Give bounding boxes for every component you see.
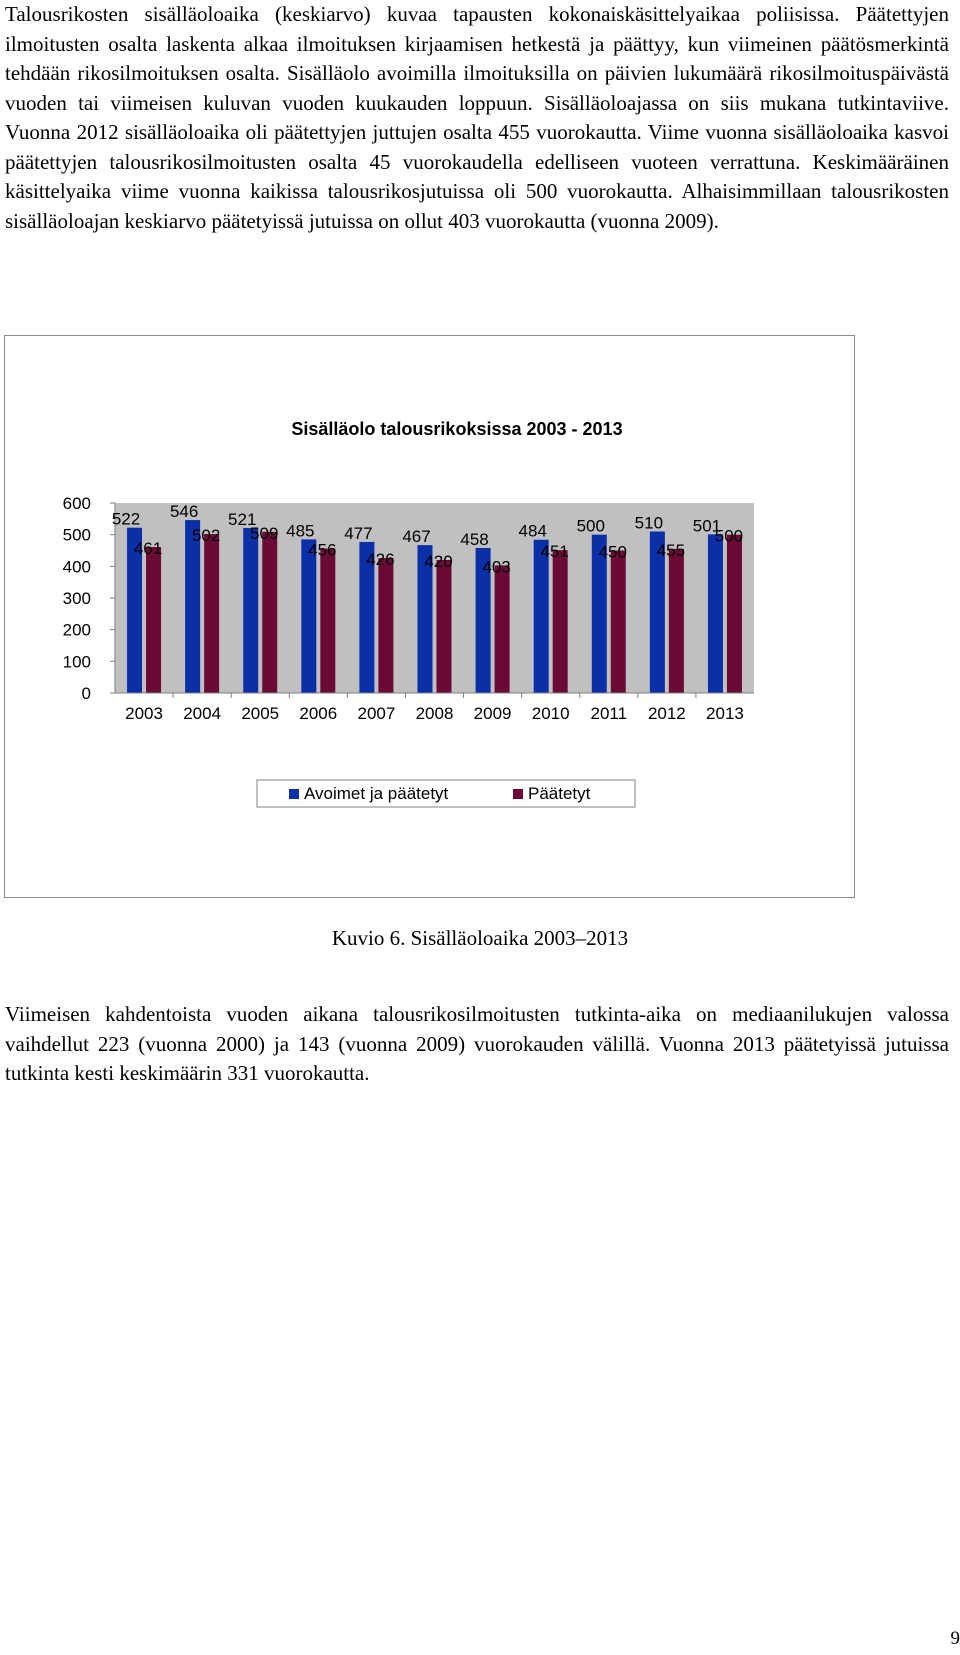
bar-series-2 xyxy=(204,534,219,693)
y-tick-label: 500 xyxy=(62,525,91,545)
chart-legend xyxy=(257,780,635,807)
data-label-series-2: 509 xyxy=(250,523,279,543)
bar-series-1 xyxy=(708,534,723,693)
y-axis xyxy=(63,494,115,703)
bar-series-1 xyxy=(301,539,316,693)
data-label-series-1: 521 xyxy=(228,510,257,530)
chart-title: Sisälläolo talousrikoksissa 2003 - 2013 xyxy=(291,419,623,439)
x-tick-label: 2010 xyxy=(531,704,570,723)
closing-paragraph: Viimeisen kahdentoista vuoden aikana talousrikosilmoitusten tutkinta-aika on mediaanilukujen valossa vaihdellut 223 (vuonna 2000) ja 143 (vuonna 2009) vuorokauden välillä. Vuonna 2013 päätetyissä jutuissa tutkinta kesti keskimäärin 331 vuorokautta. xyxy=(5,1002,949,1085)
data-label-series-2: 461 xyxy=(133,539,163,559)
intro-paragraph: Talousrikosten sisälläoloaika (keskiarvo) kuvaa tapausten kokonaiskäsittelyaikaa poliisissa. Päätettyjen ilmoitusten osalta laskenta alkaa ilmoituksen kirjaamisen hetkestä ja päättyy, kun viimeinen päätösmerkintä tehdään rikosilmoituksen osalta. Sisälläolo avoimilla ilmoituksilla on päivien lukumäärä rikosilmoituspäivästä vuoden tai viimeisen kuluvan vuoden kuukauden loppuun. Sisälläoloajassa on siis mukana tutkintaviive. Vuonna 2012 sisälläoloaika oli päätettyjen juttujen osalta 455 vuorokautta. Viime vuonna sisälläoloaika kasvoi päätettyjen talousrikosilmoitusten osalta 45 vuorokaudella edelliseen vuoteen verrattuna. Keskimääräinen käsittelyaika viime vuonna kaikissa talousrikosjutuissa oli 500 vuorokautta. Alhaisimmillaan talousrikosten sisälläoloajan keskiarvo päätetyissä jutuissa on ollut 403 vuorokautta (vuonna 2009). xyxy=(5,2,949,233)
bar-series-2 xyxy=(146,547,161,693)
data-label-series-1: 484 xyxy=(518,521,547,541)
data-label-series-2: 456 xyxy=(308,540,337,560)
data-label-series-2: 450 xyxy=(598,542,627,562)
data-label-series-2: 502 xyxy=(191,526,221,546)
bar-series-2 xyxy=(262,532,277,693)
bar-series-2 xyxy=(727,535,742,693)
x-tick-label: 2003 xyxy=(125,704,163,723)
x-tick-label: 2005 xyxy=(241,704,280,723)
data-label-series-1: 510 xyxy=(634,513,664,533)
bar-series-2 xyxy=(611,551,626,694)
bar-series-2 xyxy=(669,549,684,693)
bar-series-1 xyxy=(534,540,549,693)
data-label-series-1: 522 xyxy=(111,509,141,529)
x-tick-label: 2008 xyxy=(415,704,454,723)
legend-label-series-1: Avoimet ja päätetyt xyxy=(304,784,449,803)
x-tick-label: 2013 xyxy=(706,704,744,723)
bar-series-2 xyxy=(495,565,510,693)
data-label-series-2: 500 xyxy=(714,526,744,546)
x-tick-label: 2004 xyxy=(183,704,222,723)
y-tick-label: 300 xyxy=(62,589,91,608)
x-tick-label: 2012 xyxy=(647,704,686,723)
data-label-series-1: 458 xyxy=(460,529,489,549)
x-tick-label: 2011 xyxy=(590,704,628,723)
data-label-series-2: 455 xyxy=(656,540,686,560)
x-tick-label: 2006 xyxy=(299,704,338,723)
bar-series-2 xyxy=(378,558,393,693)
x-tick-label: 2007 xyxy=(357,704,396,723)
figure-caption: Kuvio 6. Sisälläoloaika 2003–2013 xyxy=(331,926,629,950)
bar-series-1 xyxy=(243,528,258,693)
bar-series-2 xyxy=(437,560,452,693)
data-label-series-2: 451 xyxy=(540,542,569,562)
legend-swatch-series-2 xyxy=(513,789,523,799)
legend-swatch-series-1 xyxy=(289,789,299,799)
bar-series-2 xyxy=(320,549,335,693)
x-tick-label: 2009 xyxy=(473,704,512,723)
y-tick-label: 100 xyxy=(62,652,91,672)
bar-series-1 xyxy=(185,520,200,693)
data-label-series-2: 403 xyxy=(482,557,511,577)
chart-frame xyxy=(4,335,855,898)
y-tick-label: 200 xyxy=(62,620,91,640)
y-tick-label: 600 xyxy=(62,494,91,513)
data-label-series-1: 546 xyxy=(169,502,199,522)
data-label-series-1: 477 xyxy=(344,523,373,543)
y-tick-label: 400 xyxy=(62,557,91,577)
data-label-series-2: 426 xyxy=(366,550,395,570)
x-axis xyxy=(115,693,754,723)
data-label-series-2: 420 xyxy=(424,552,453,571)
legend-label-series-2: Päätetyt xyxy=(528,784,591,803)
data-label-series-1: 501 xyxy=(692,516,722,536)
data-label-series-1: 485 xyxy=(286,521,315,541)
bar-series-2 xyxy=(553,550,568,693)
bar-chart xyxy=(5,336,854,897)
page-number: 9 xyxy=(950,1628,960,1649)
y-tick-label: 0 xyxy=(81,684,91,703)
data-label-series-1: 500 xyxy=(576,516,605,536)
data-label-series-1: 467 xyxy=(402,527,431,547)
